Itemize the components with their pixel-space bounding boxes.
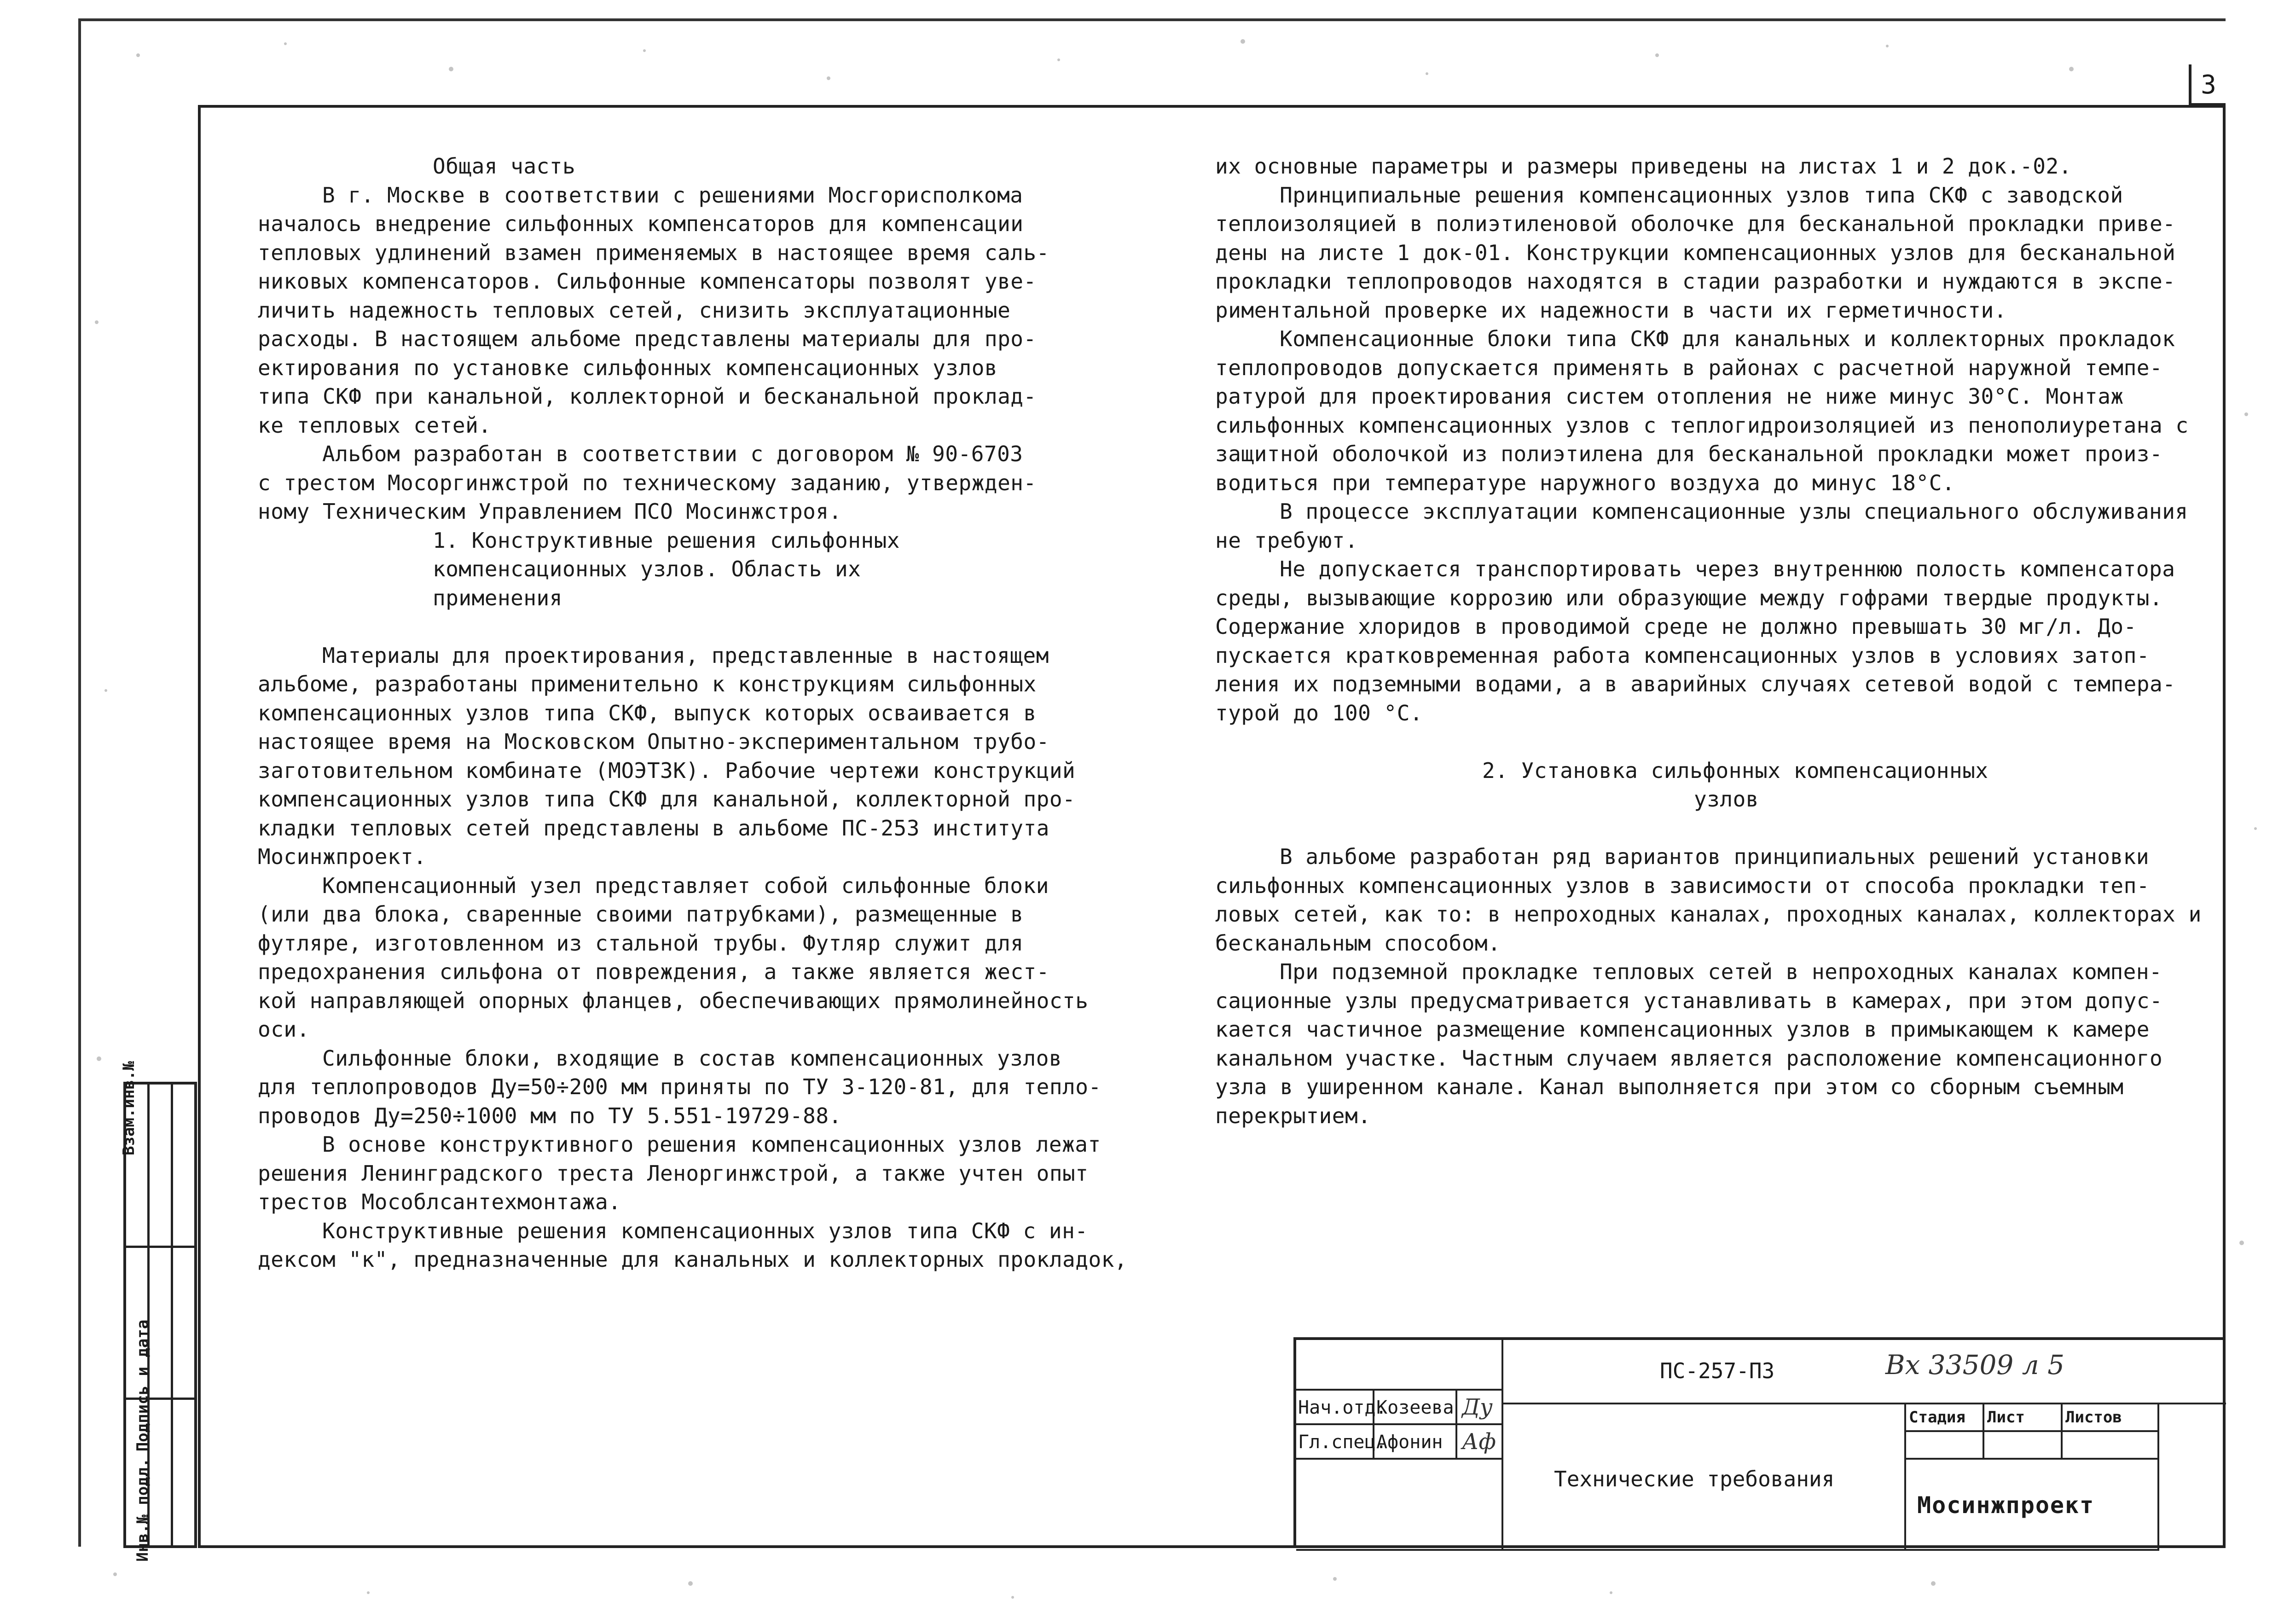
text-line: Содержание хлоридов в проводимой среде не должно превышать 30 мг/л. До- <box>1215 614 2137 639</box>
text-line: кой направляющей опорных фланцев, обеспечивающих прямолинейность <box>258 988 1089 1013</box>
tb-role-1: Нач.отд. <box>1296 1391 1374 1425</box>
tb-stage-head: Стадия <box>1906 1404 1984 1432</box>
text-line: дены на листе 1 док-01. Конструкции компенсационных узлов для бесканальной <box>1215 240 2176 265</box>
section-heading: 1. Конструктивные решения сильфонных <box>433 528 900 553</box>
text-line: кладки тепловых сетей представлены в альбоме ПС-253 института <box>258 815 1049 841</box>
text-line: кается частичное размещение компенсационных узлов в примыкающем к камере <box>1215 1017 2150 1042</box>
text-line: с трестом Мосоргинжстрой по техническому заданию, утвержден- <box>258 470 1037 495</box>
tb-stage-val <box>1906 1432 1984 1460</box>
text-line: бесканальным способом. <box>1215 930 1501 956</box>
text-line: альбоме, разработаны применительно к конструкциям сильфонных <box>258 672 1037 696</box>
section-heading: компенсационных узлов. Область их <box>433 557 861 581</box>
text-line: В основе конструктивного решения компенсационных узлов лежат <box>322 1132 1101 1157</box>
text-line: Сильфонные блоки, входящие в состав компенсационных узлов <box>322 1045 1062 1071</box>
tb-blank-left <box>1296 1340 1503 1391</box>
text-line: (или два блока, сваренные своими патрубками), размещенные в <box>258 902 1024 927</box>
text-line: В г. Москве в соответствии с решениями Мосгорисполкома <box>322 182 1023 208</box>
text-line: ному Техническим Управлением ПСО Мосинжстроя. <box>258 499 842 524</box>
sidebar-label-inventory: Инв.№ подл. <box>133 1458 152 1562</box>
right-text-column <box>1215 152 2219 1130</box>
text-line: Компенсационный узел представляет собой сильфонные блоки <box>322 873 1049 898</box>
text-line: сильфонных компенсационных узлов с теплогидроизоляцией из пенополиуретана с <box>1215 412 2189 438</box>
doc-code: ПС-257-ПЗ <box>1660 1358 1775 1383</box>
inventory-stamp: Вх 33509 л 5 <box>1885 1349 2064 1380</box>
text-line: настоящее время на Московском Опытно-экспериментальном трубо- <box>258 729 1049 754</box>
text-line: заготовительном комбинате (МОЭТЗК). Рабочие чертежи конструкций <box>258 758 1076 783</box>
text-line: перекрытием. <box>1215 1103 1371 1128</box>
spacer <box>1215 727 2219 756</box>
tb-sheet-val <box>1984 1432 2063 1460</box>
text-line: сильфонных компенсационных узлов в зависимости от способа прокладки теп- <box>1215 873 2150 898</box>
text-line: началось внедрение сильфонных компенсаторов для компенсации <box>258 211 1024 236</box>
section-heading: 2. Установка сильфонных компенсационных <box>1482 758 1989 783</box>
text-line: компенсационных узлов типа СКФ для канальной, коллекторной про- <box>258 787 1076 812</box>
text-line: для теплопроводов Ду=50÷200 мм приняты по ТУ 3-120-81, для тепло- <box>258 1074 1102 1099</box>
section-heading: узлов <box>1694 787 1759 812</box>
tb-sheets-head: Листов <box>2063 1404 2159 1432</box>
text-line: трестов Мособлсантехмонтажа. <box>258 1189 621 1214</box>
text-line: расходы. В настоящем альбоме представлены материалы для про- <box>258 326 1037 351</box>
text-line: ловых сетей, как то: в непроходных каналах, проходных каналах, коллекторах и <box>1215 902 2202 927</box>
text-line: компенсационных узлов типа СКФ, выпуск которых осваивается в <box>258 700 1037 725</box>
left-text-column <box>258 152 1132 1274</box>
sheet-number: 3 <box>2189 64 2226 106</box>
text-line: среды, вызывающие коррозию или образующие между гофрами твердые продукты. <box>1215 585 2163 610</box>
sidebar-col-2 <box>150 1085 173 1545</box>
tb-sign-2 <box>1457 1425 1503 1460</box>
tb-sign-1 <box>1457 1391 1503 1425</box>
text-line: оси. <box>258 1017 310 1042</box>
text-line: канальном участке. Частным случаем является расположение компенсационного <box>1215 1045 2163 1071</box>
text-line: проводов Ду=250÷1000 мм по ТУ 5.551-19729-88. <box>258 1103 842 1128</box>
text-line: личить надежность тепловых сетей, снизить эксплуатационные <box>258 297 1011 323</box>
section-heading: Общая часть <box>433 154 576 179</box>
tb-blank-rows <box>1296 1460 1503 1551</box>
signature-1: Ду <box>1462 1394 1493 1420</box>
text-line: не требуют. <box>1215 528 1358 553</box>
text-line: ления их подземными водами, а в аварийных случаях сетевой водой с темпера- <box>1215 672 2176 696</box>
text-line: Мосинжпроект. <box>258 844 427 869</box>
text-line: Компенсационные блоки типа СКФ для канальных и коллекторных прокладок <box>1280 326 2175 351</box>
text-line: узла в уширенном канале. Канал выполняется при этом со сборным съемным <box>1215 1074 2124 1099</box>
text-line: прокладки теплопроводов находятся в стадии разработки и нуждаются в экспе- <box>1215 269 2176 294</box>
text-line: риментальной проверке их надежности в части их герметичности. <box>1215 297 2007 323</box>
outer-border-top <box>78 18 2226 21</box>
tb-sheet-head: Лист <box>1984 1404 2063 1432</box>
text-line: В процессе эксплуатации компенсационные узлы специального обслуживания <box>1280 499 2188 524</box>
tb-org-cell <box>1906 1460 2159 1551</box>
text-line: никовых компенсаторов. Сильфонные компенсаторы позволят уве- <box>258 269 1037 294</box>
tb-name-1: Козеева <box>1374 1391 1457 1425</box>
tb-sheets-val <box>2063 1432 2159 1460</box>
text-line: защитной оболочкой из полиэтилена для бесканальной прокладки может произ- <box>1215 441 2163 466</box>
organization: Мосинжпроект <box>1917 1492 2095 1519</box>
text-line: Принципиальные решения компенсационных узлов типа СКФ с заводской <box>1280 182 2123 208</box>
sidebar-label-signature: Подпись и дата <box>133 1319 152 1452</box>
sidebar-label-replace: Взам.инв.№ <box>120 1061 138 1155</box>
spacer <box>258 612 1132 641</box>
text-line: их основные параметры и размеры приведены на листах 1 и 2 док.-02. <box>1215 154 2072 179</box>
text-line: сационные узлы предусматривается устанавливать в камерах, при этом допус- <box>1215 988 2163 1013</box>
text-line: турой до 100 °С. <box>1215 700 1423 725</box>
text-line: решения Ленинградского треста Леноргинжстрой, а также учтен опыт <box>258 1160 1089 1186</box>
text-line: Не допускается транспортировать через внутреннюю полость компенсатора <box>1280 557 2175 581</box>
text-line: ектирования по установке сильфонных компенсационных узлов <box>258 355 998 380</box>
text-line: типа СКФ при канальной, коллекторной и бесканальной проклад- <box>258 384 1037 409</box>
doc-title: Технические требования <box>1554 1467 1835 1491</box>
text-line: водиться при температуре наружного воздуха до минус 18°С. <box>1215 470 1955 495</box>
text-line: теплоизоляцией в полиэтиленовой оболочке для бесканальной прокладки приве- <box>1215 211 2176 236</box>
text-line: дексом "к", предназначенные для канальных и коллекторных прокладок, <box>258 1247 1128 1272</box>
section-heading: применения <box>433 585 562 610</box>
text-line: В альбоме разработан ряд вариантов принципиальных решений установки <box>1280 844 2150 869</box>
text-line: ратурой для проектирования систем отопления не ниже минус 30°С. Монтаж <box>1215 384 2124 409</box>
tb-doc-code-cell <box>1503 1340 2226 1404</box>
text-line: теплопроводов допускается применять в районах с расчетной наружной темпе- <box>1215 355 2163 380</box>
text-line: футляре, изготовленном из стальной трубы. Футляр служит для <box>258 930 1024 956</box>
text-line: тепловых удлинений взамен применяемых в настоящее время саль- <box>258 240 1049 265</box>
text-line: При подземной прокладке тепловых сетей в непроходных каналах компен- <box>1280 959 2162 984</box>
spacer <box>1215 814 2219 843</box>
text-line: ке тепловых сетей. <box>258 412 492 438</box>
outer-border-left <box>78 18 81 1547</box>
signature-2: Аф <box>1462 1429 1496 1455</box>
text-line: Материалы для проектирования, представленные в настоящем <box>322 643 1049 668</box>
text-line: предохранения сильфона от повреждения, а также является жест- <box>258 959 1049 984</box>
text-line: Конструктивные решения компенсационных узлов типа СКФ с ин- <box>322 1218 1088 1243</box>
text-line: пускается кратковременная работа компенсационных узлов в условиях затоп- <box>1215 643 2150 668</box>
tb-title-cell <box>1503 1404 1906 1551</box>
text-line: Альбом разработан в соответствии с договором № 90-6703 <box>322 441 1023 466</box>
tb-role-2: Гл.спец. <box>1296 1425 1374 1460</box>
title-block <box>1293 1337 2226 1548</box>
sidebar-col-3 <box>173 1085 194 1545</box>
tb-name-2: Афонин <box>1374 1425 1457 1460</box>
